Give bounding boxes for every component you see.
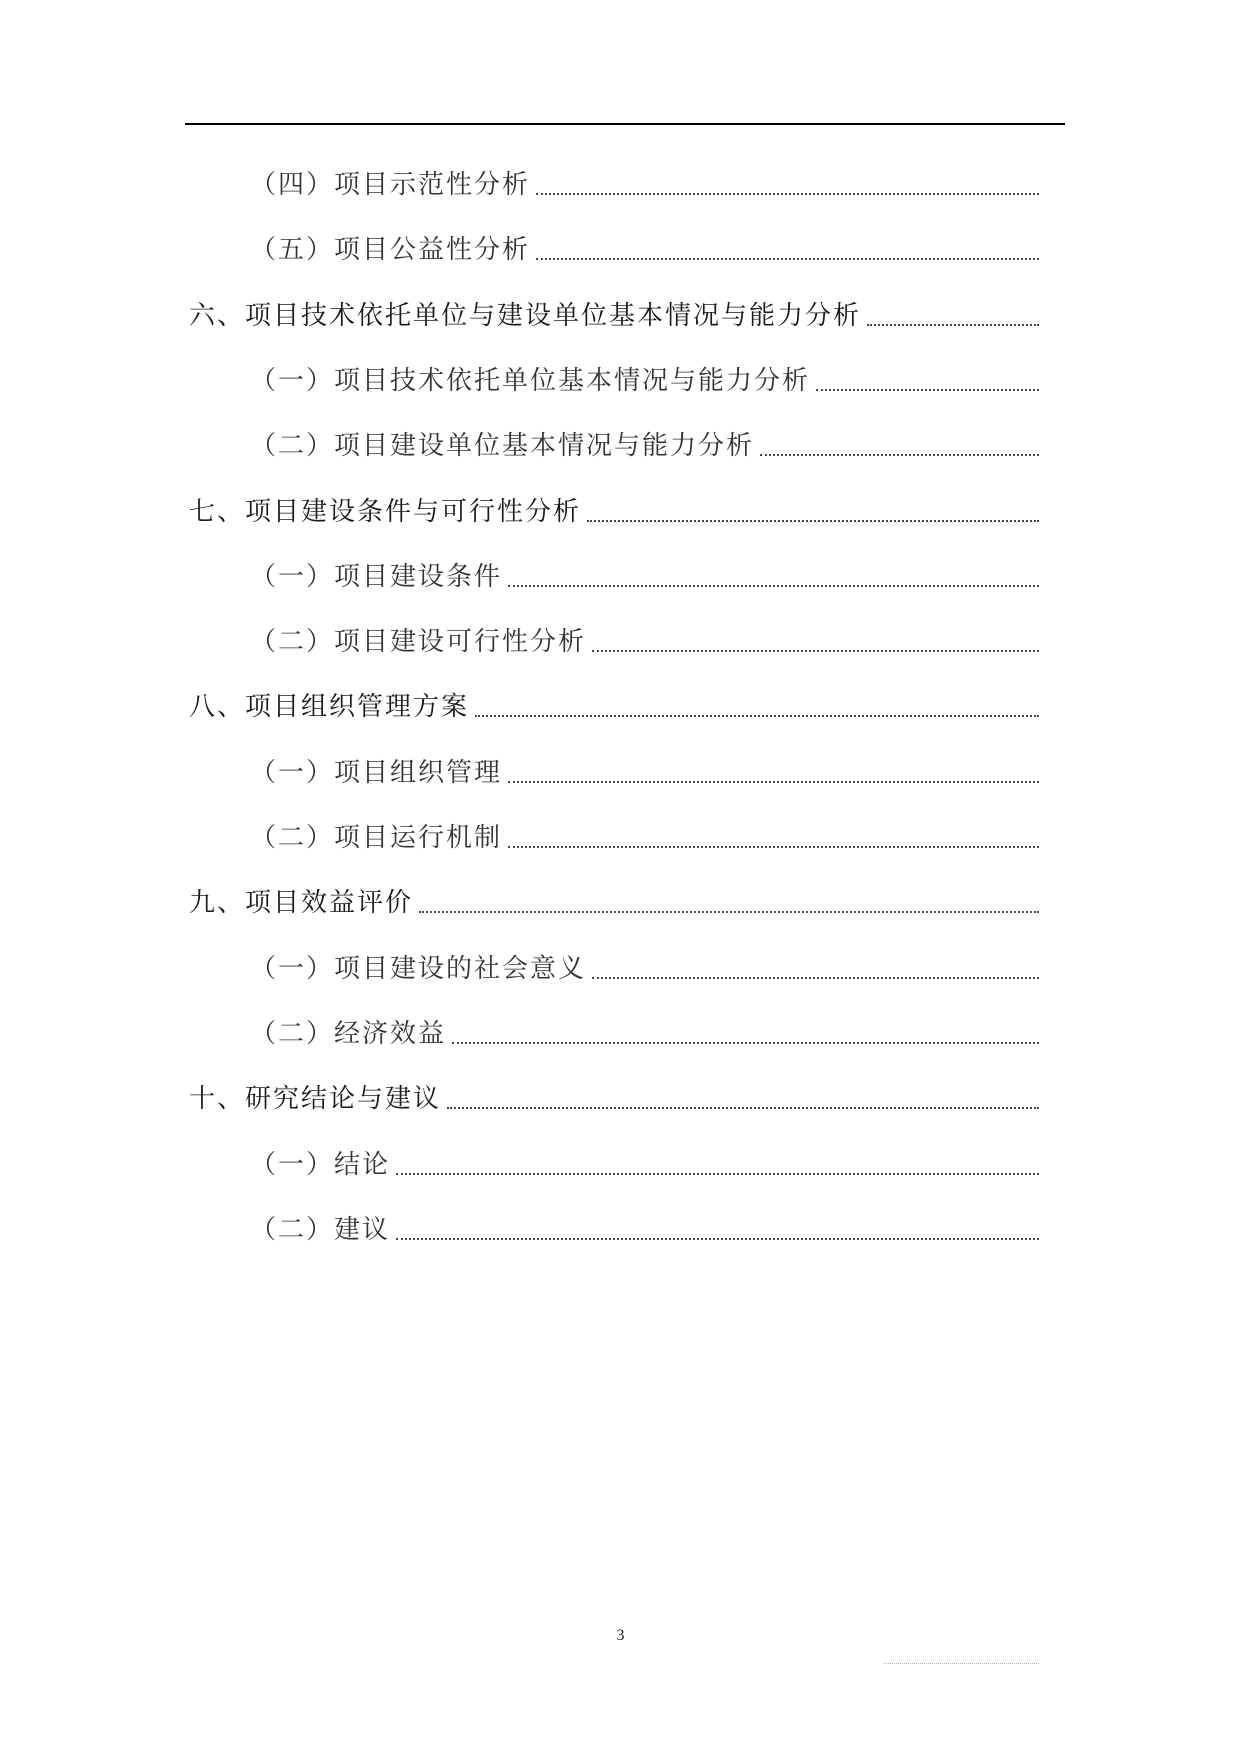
toc-chapter-entry[interactable] <box>189 283 1039 333</box>
toc-entry-title: （二）经济效益 <box>250 1018 447 1049</box>
toc-entry-title: （二）项目建设单位基本情况与能力分析 <box>250 431 755 462</box>
toc-section-entry[interactable] <box>250 740 1039 790</box>
toc-dot-leader <box>508 846 1039 848</box>
toc-entry-title: 十、研究结论与建议 <box>189 1084 442 1115</box>
toc-dot-leader <box>536 193 1039 195</box>
toc-section-entry[interactable] <box>250 348 1039 398</box>
toc-section-entry[interactable] <box>250 805 1039 855</box>
toc-section-entry[interactable] <box>250 217 1039 267</box>
toc-section-entry[interactable] <box>250 1132 1039 1182</box>
toc-entry-title: 九、项目效益评价 <box>189 888 414 919</box>
footer-dotted-mark <box>884 1663 1039 1664</box>
toc-section-entry[interactable] <box>250 1001 1039 1051</box>
toc-entry-title: （一）项目技术依托单位基本情况与能力分析 <box>250 365 811 396</box>
toc-section-entry[interactable] <box>250 544 1039 594</box>
toc-dot-leader <box>452 1042 1039 1044</box>
toc-dot-leader <box>475 715 1039 717</box>
toc-section-entry[interactable] <box>250 936 1039 986</box>
toc-dot-leader <box>536 258 1039 260</box>
toc-dot-leader <box>592 650 1039 652</box>
toc-dot-leader <box>592 977 1039 979</box>
toc-section-entry[interactable] <box>250 609 1039 659</box>
page-number: 3 <box>616 1627 625 1644</box>
toc-dot-leader <box>508 781 1039 783</box>
toc-dot-leader <box>508 585 1039 587</box>
toc-entry-title: （二）建议 <box>250 1214 391 1245</box>
header-rule <box>185 123 1065 125</box>
toc-section-entry[interactable] <box>250 413 1039 463</box>
toc-section-entry[interactable] <box>250 1197 1039 1247</box>
toc-dot-leader <box>816 389 1039 391</box>
toc-chapter-entry[interactable] <box>189 870 1039 920</box>
toc-section-entry[interactable] <box>250 152 1039 202</box>
toc-dot-leader <box>587 520 1039 522</box>
toc-dot-leader <box>396 1173 1039 1175</box>
toc-dot-leader <box>447 1107 1039 1109</box>
toc-entry-title: （四）项目示范性分析 <box>250 170 531 200</box>
toc-dot-leader <box>396 1238 1039 1240</box>
toc-entry-title: 六、项目技术依托单位与建设单位基本情况与能力分析 <box>189 300 862 331</box>
toc-entry-title: （一）项目建设条件 <box>250 561 503 592</box>
toc-entry-title: （一）项目组织管理 <box>250 757 503 788</box>
toc-entry-title: （一）项目建设的社会意义 <box>250 953 587 984</box>
toc-dot-leader <box>867 324 1039 326</box>
toc-chapter-entry[interactable] <box>189 1066 1039 1116</box>
toc-entry-title: （五）项目公益性分析 <box>250 235 531 266</box>
toc-dot-leader <box>760 454 1039 456</box>
toc-dot-leader <box>419 911 1039 913</box>
toc-entry-title: （一）结论 <box>250 1149 391 1180</box>
toc-entry-title: 八、项目组织管理方案 <box>189 692 470 723</box>
toc-entry-title: 七、项目建设条件与可行性分析 <box>189 496 582 527</box>
toc-chapter-entry[interactable] <box>189 479 1039 529</box>
toc-entry-title: （二）项目运行机制 <box>250 823 503 853</box>
toc-entry-title: （二）项目建设可行性分析 <box>250 627 587 658</box>
toc-chapter-entry[interactable] <box>189 674 1039 724</box>
